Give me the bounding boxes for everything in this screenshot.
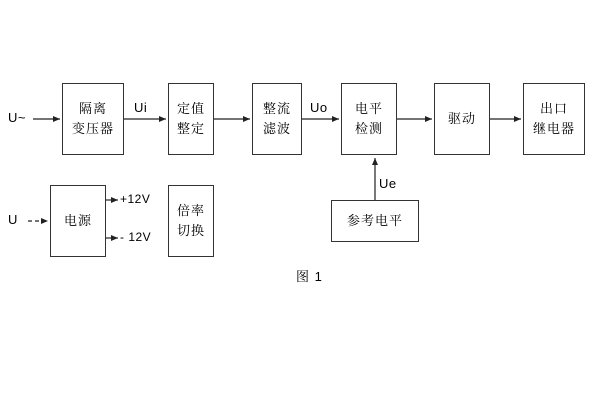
label-supply-plus-12v: +12V — [120, 192, 151, 206]
block-line: 切换 — [176, 223, 205, 238]
block-power-supply — [50, 185, 106, 257]
label-input-u-dc: U — [8, 212, 18, 227]
block-setpoint-setting — [168, 83, 214, 155]
block-level-detection — [341, 83, 397, 155]
block-line: 倍率 — [176, 202, 205, 218]
block-line: 电源 — [63, 212, 92, 228]
block-line: 整流 — [262, 100, 291, 116]
block-rectify-filter — [252, 83, 302, 155]
block-line: 出口 — [539, 100, 568, 116]
block-line: 定值 — [176, 100, 205, 116]
block-line: 参考电平 — [346, 212, 403, 228]
block-line: 继电器 — [532, 121, 575, 136]
block-drive — [434, 83, 490, 155]
label-signal-uo: Uo — [310, 100, 328, 115]
block-line: 电平 — [354, 100, 383, 116]
label-input-u-ac: U~ — [8, 110, 26, 125]
label-signal-ue: Ue — [379, 176, 397, 191]
label-signal-ui: Ui — [134, 100, 148, 115]
block-line: 驱动 — [447, 110, 476, 126]
block-multiplier-switch — [168, 185, 214, 257]
label-supply-minus-12v: - 12V — [120, 230, 152, 244]
block-reference-level — [331, 200, 419, 242]
figure-caption: 图 1 — [296, 269, 323, 284]
block-line: 整定 — [176, 121, 205, 136]
block-isolation-transformer — [62, 83, 124, 155]
block-line: 检测 — [354, 121, 383, 136]
block-line: 隔离 — [78, 100, 107, 116]
block-line: 滤波 — [262, 121, 291, 136]
block-output-relay — [523, 83, 585, 155]
block-line: 变压器 — [71, 121, 114, 136]
